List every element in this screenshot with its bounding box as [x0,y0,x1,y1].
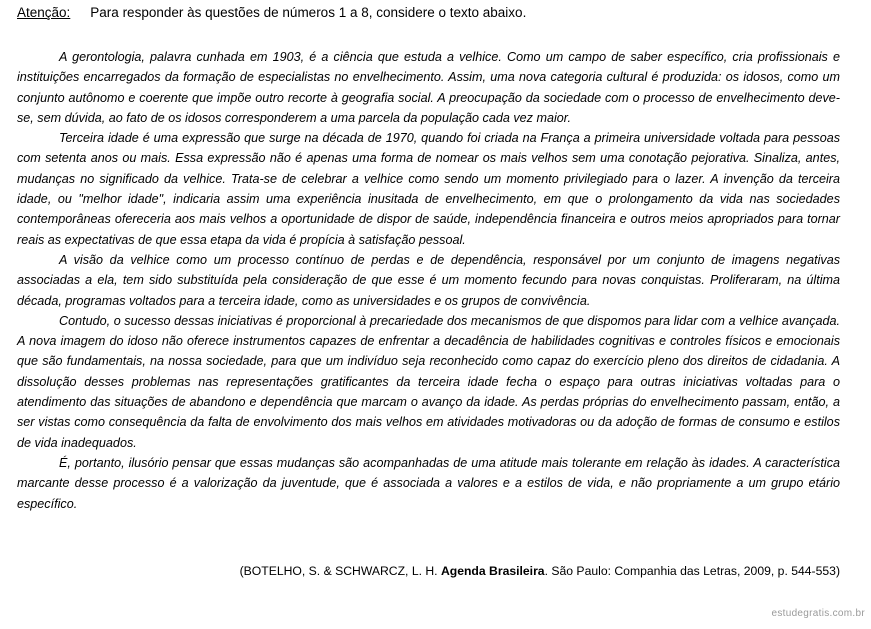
instruction-text: Para responder às questões de números 1 a 8, considere o texto abaixo. [90,5,527,20]
attention-label: Atenção: [17,5,71,20]
paragraph-5: É, portanto, ilusório pensar que essas mudanças são acompanhadas de uma atitude mais tolerante em relação às idades. A característica marcante desse processo é a valorização da juventude, que é associada a valores e a estilos de vida, e não propriamente a um grupo etário específico. [17,455,840,511]
paragraph-4: Contudo, o sucesso dessas iniciativas é proporcional à precariedade dos mecanismos de que dispomos para lidar com a velhice avançada. A nova imagem do idoso não oferece instrumentos capazes de enfrentar a decadência de habilidades cognitivas e controles físicos e emocionais que são fundamentais, na nossa sociedade, para que um indivíduo seja reconhecido como capaz do exercício pleno dos direitos de cidadania. A dissolução desses problemas nas representações gratificantes da terceira idade fecha o espaço para outras iniciativas voltadas para o atendimento das situações de abandono e dependência que marcam o avanço da idade. As perdas próprias do envelhecimento passam, então, a ser vistas como consequência da falta de envolvimento dos mais velhos em atividades motivadoras ou da adoção de formas de consumo e estilos de vida inadequados. [17,313,840,450]
citation-title: Agenda Brasileira [440,564,545,578]
citation [240,561,840,581]
paragraph-3: A visão da velhice como um processo contínuo de perdas e de dependência, responsável por um conjunto de imagens negativas associadas a ela, tem sido substituída pela consideração de que esse é um momento fecundo para novas conquistas. Proliferaram, na última década, programas voltados para a terceira idade, como as universidades e os grupos de convivência. [17,252,840,308]
paragraph-2: Terceira idade é uma expressão que surge na década de 1970, quando foi criada na França a primeira universidade voltada para pessoas com setenta anos ou mais. Essa expressão não é apenas uma forma de nomear os mais velhos sem uma conotação pejorativa. Sinaliza, antes, mudanças no significado da velhice. Trata-se de celebrar a velhice como sendo um momento privilegiado para o lazer. A invenção da terceira idade, ou "melhor idade", indicaria assim uma experiência inusitada de envelhecimento, em que o prolongamento da vida nas sociedades contemporâneas ofereceria aos mais velhos a oportunidade de dispor de saúde, independência financeira e outros meios apropriados para tornar reais as expectativas de que essa etapa da vida é propícia à satisfação pessoal. [17,131,840,247]
paragraph-1: A gerontologia, palavra cunhada em 1903, é a ciência que estuda a velhice. Como um campo de saber específico, cria profissionais e instituições encarregados da formação de especialistas no envelhecimento. Assim, uma nova categoria cultural é produzida: os idosos, como um conjunto autônomo e coerente que impõe outro recorte à geografia social. A preocupação da sociedade com o processo de envelhecimento deve-se, sem dúvida, ao fato de os idosos corresponderem a uma parcela da população cada vez maior. [17,50,840,125]
citation-publisher: . São Paulo: Companhia das Letras, 2009, p. 544-553) [544,564,840,578]
source-text [17,47,840,514]
citation-authors: (BOTELHO, S. & SCHWARCZ, L. H. [239,564,438,578]
watermark: estudegratis.com.br [771,608,865,619]
instructions-header [17,4,526,21]
